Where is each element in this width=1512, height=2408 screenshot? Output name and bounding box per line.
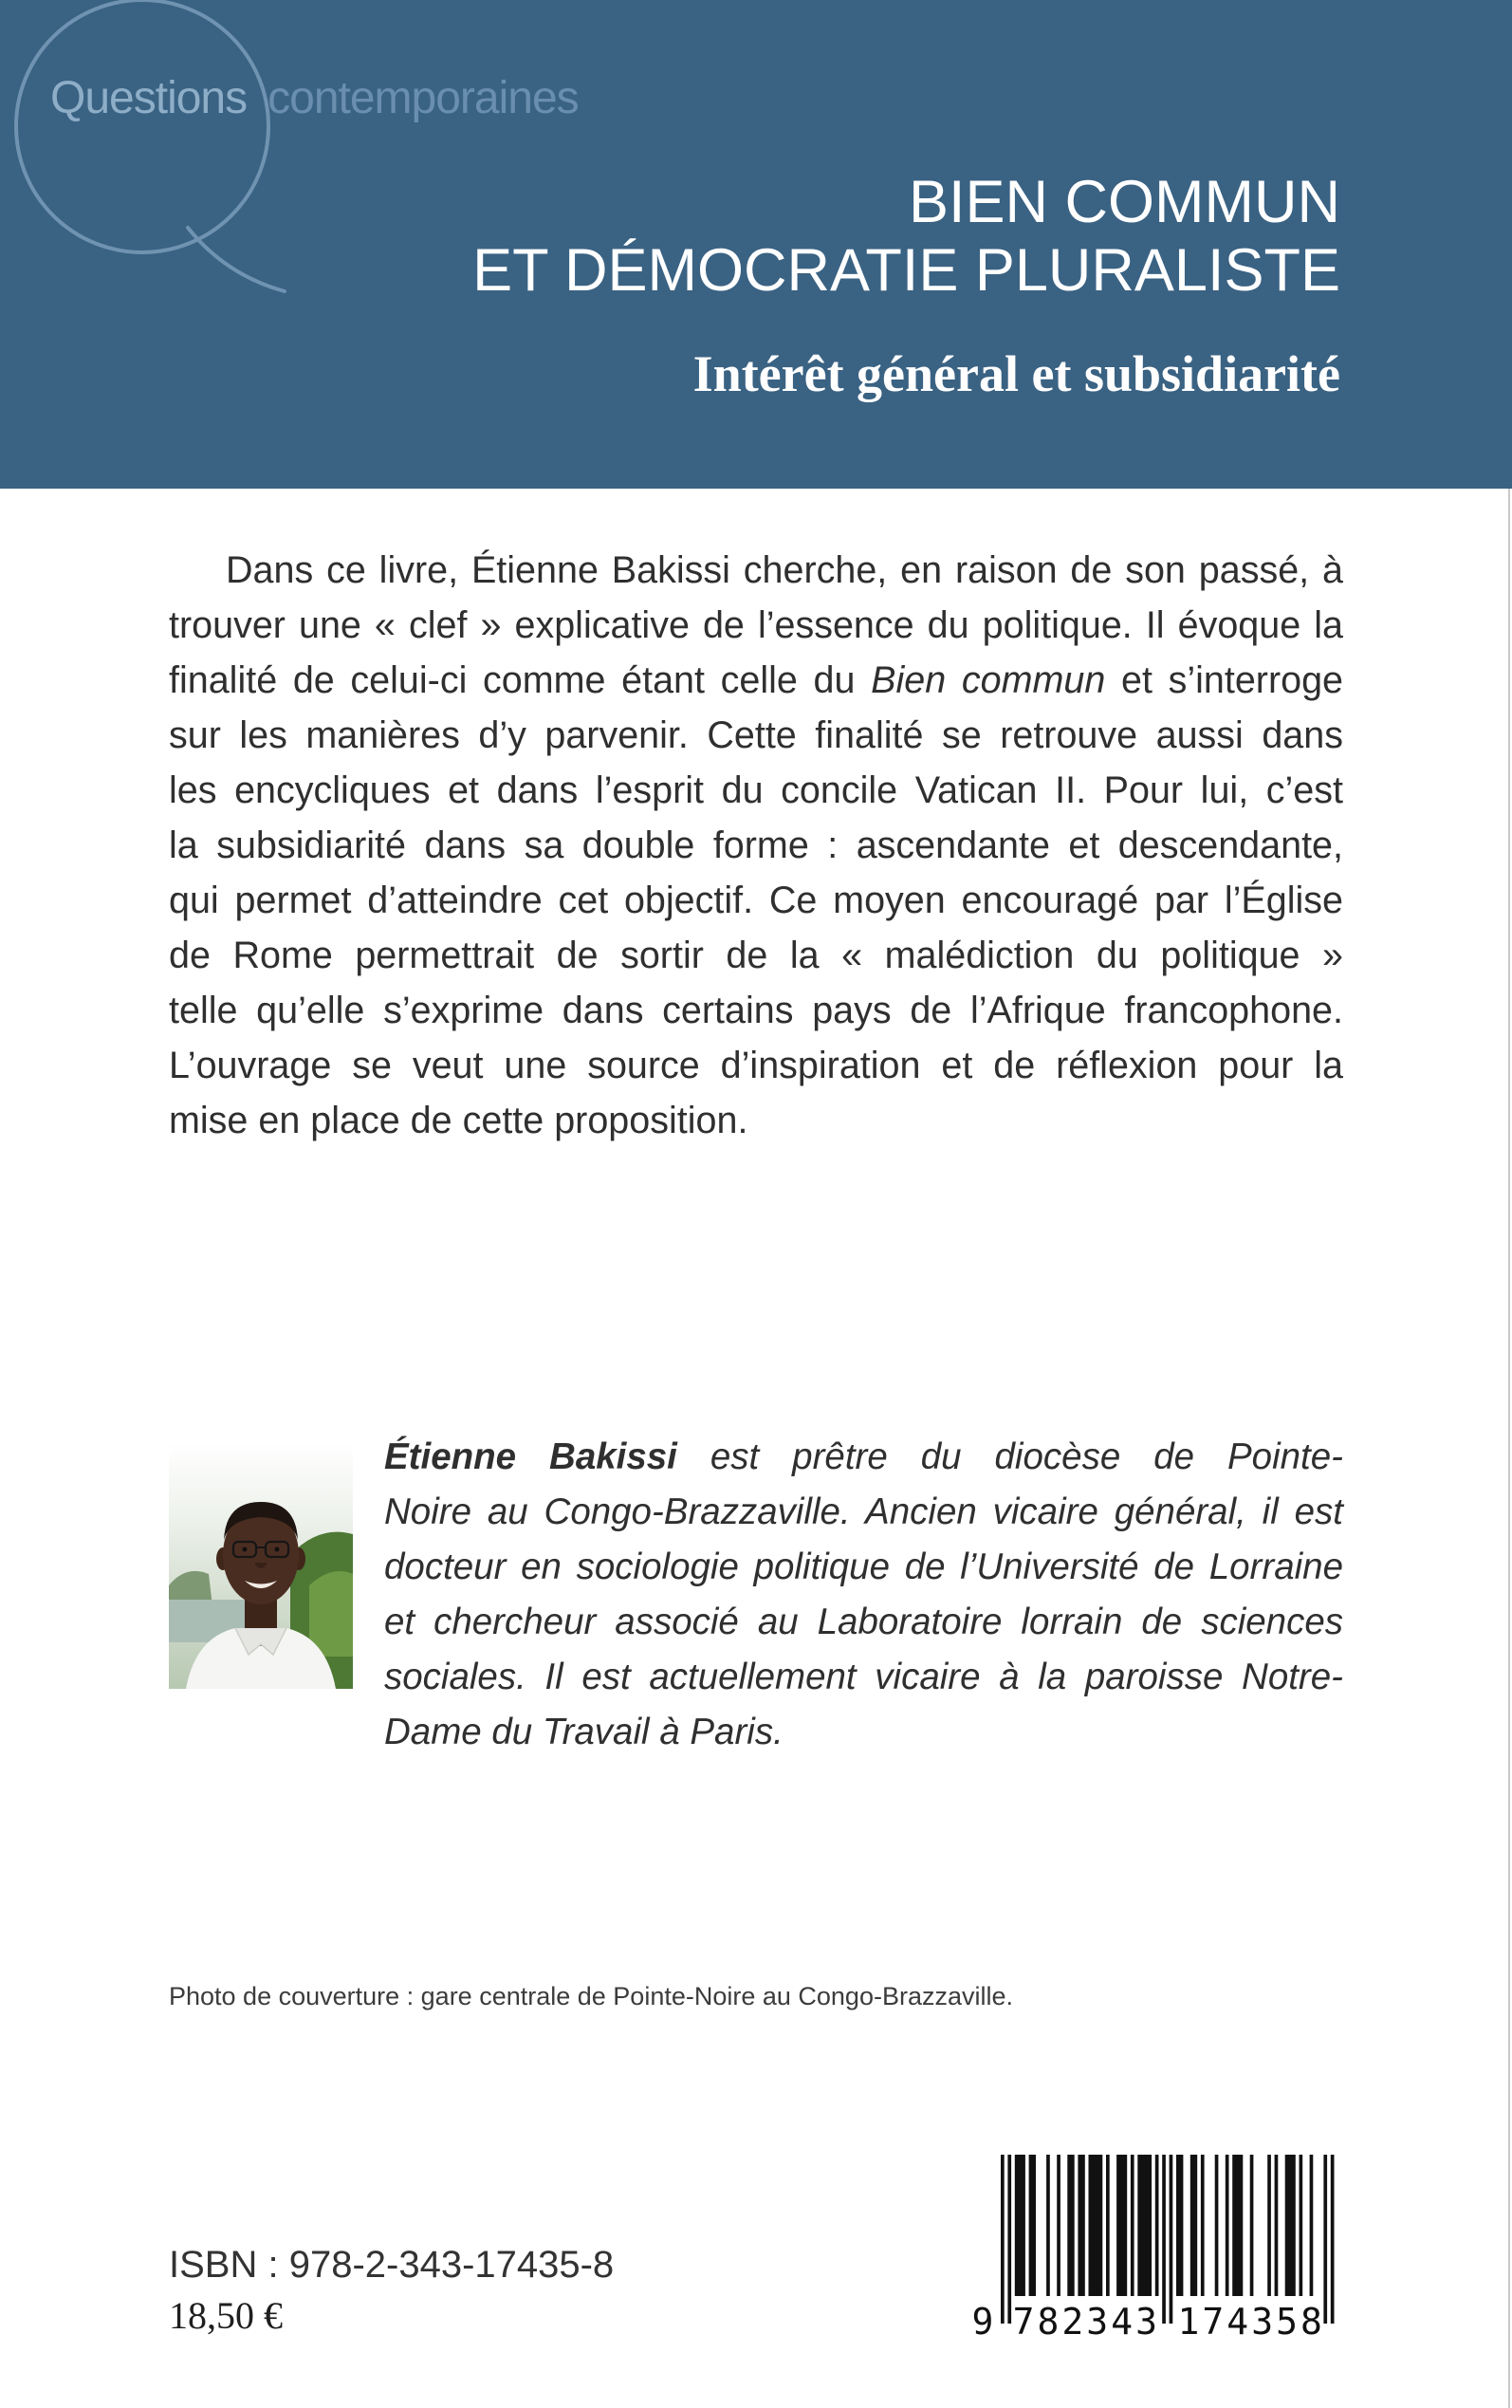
barcode-bar — [1131, 2155, 1134, 2296]
barcode-bar — [1057, 2155, 1060, 2296]
barcode-digit: 7 — [1012, 2301, 1035, 2343]
series-name — [50, 73, 579, 124]
barcode-bar — [1089, 2155, 1103, 2296]
bio-line: docteur en sociologie politique de l’Université de Lorraine — [384, 1547, 1343, 1587]
series-word-questions: Questions — [50, 73, 248, 123]
barcode-digit: 7 — [1202, 2301, 1225, 2343]
bio-line — [384, 1430, 1343, 1485]
barcode-bar — [1106, 2155, 1110, 2296]
barcode-bar — [1331, 2155, 1335, 2324]
barcode-bar — [1232, 2155, 1243, 2296]
author-photo — [169, 1443, 353, 1689]
barcode-digit: 5 — [1276, 2301, 1298, 2343]
description-line — [169, 653, 1343, 708]
barcode-digit: 9 — [971, 2301, 994, 2343]
author-bio — [384, 1430, 1343, 1760]
barcode-bar — [1046, 2155, 1050, 2296]
barcode-bar — [1250, 2155, 1254, 2296]
description-line: la subsidiarité dans sa double forme : ascendante et descendante, — [169, 824, 1343, 866]
barcode-digit: 4 — [1226, 2301, 1249, 2343]
barcode-bar — [1029, 2155, 1036, 2296]
trim-line — [1508, 489, 1510, 2408]
title-line-1: BIEN COMMUN — [909, 169, 1340, 235]
description-italic-text: Bien commun — [871, 659, 1106, 701]
bio-line: Noire au Congo-Brazzaville. Ancien vicaire général, il est — [384, 1491, 1343, 1532]
series-word-contemporaines: contemporaines — [267, 73, 579, 123]
barcode-bar — [1170, 2155, 1173, 2324]
description-text: finalité de celui-ci comme étant celle du — [169, 659, 872, 701]
description-line: telle qu’elle s’exprime dans certains pays de l’Afrique francophone. — [169, 990, 1343, 1031]
barcode-bar — [1162, 2155, 1166, 2324]
series-q-logo-icon — [0, 0, 323, 313]
barcode-digit: 3 — [1086, 2301, 1109, 2343]
barcode-bar — [1007, 2155, 1011, 2324]
description-line: sur les manières d’y parvenir. Cette finalité se retrouve aussi dans — [169, 714, 1343, 756]
barcode-digit: 3 — [1135, 2301, 1157, 2343]
barcode-bar — [1155, 2155, 1159, 2296]
header-band — [0, 0, 1512, 489]
price: 18,50 € — [169, 2294, 283, 2337]
barcode-bar — [1001, 2155, 1005, 2324]
barcode-bar — [1176, 2155, 1183, 2296]
barcode-bar — [1015, 2155, 1025, 2296]
barcode-bar — [1275, 2155, 1279, 2296]
bio-line: sociales. Il est actuellement vicaire à la paroisse Notre- — [384, 1657, 1343, 1697]
barcode-bar — [1137, 2155, 1152, 2296]
barcode-bar — [1190, 2155, 1197, 2296]
photo-credit: Photo de couverture : gare centrale de Pointe-Noire au Congo-Brazzaville. — [169, 1982, 1013, 2010]
barcode-digit: 4 — [1111, 2301, 1134, 2343]
title-line-2: ET DÉMOCRATIE PLURALISTE — [472, 237, 1340, 304]
bio-line: Dame du Travail à Paris. — [384, 1712, 784, 1752]
barcode-bar — [1267, 2155, 1271, 2296]
barcode-bar — [1300, 2155, 1303, 2296]
description-line: L’ouvrage se veut une source d’inspiration et de réflexion pour la — [169, 1045, 1343, 1086]
description-line: qui permet d’atteindre cet objectif. Ce moyen encouragé par l’Église — [169, 880, 1343, 921]
description-line: de Rome permettrait de sortir de la « malédiction du politique » — [169, 935, 1343, 976]
description-line: les encycliques et dans l’esprit du concile Vatican II. Pour lui, c’est — [169, 769, 1343, 811]
bio-line: et chercheur associé au Laboratoire lorrain de sciences — [384, 1602, 1343, 1642]
barcode-bar — [1067, 2155, 1074, 2296]
book-subtitle: Intérêt général et subsidiarité — [692, 345, 1340, 402]
book-title — [472, 168, 1340, 305]
barcode-bar — [1323, 2155, 1327, 2324]
ean13-barcode — [968, 2150, 1347, 2345]
barcode-bar — [1226, 2155, 1229, 2296]
barcode-bar — [1116, 2155, 1127, 2296]
bio-text: est prêtre du diocèse de Pointe- — [676, 1436, 1343, 1477]
barcode-digit: 8 — [1300, 2301, 1322, 2343]
author-name: Étienne Bakissi — [384, 1436, 677, 1477]
barcode-bar — [1215, 2155, 1219, 2296]
description-line: Dans ce livre, Étienne Bakissi cherche, en raison de son passé, à — [226, 549, 1343, 591]
barcode-bar — [1310, 2155, 1314, 2296]
barcode-bar — [1285, 2155, 1296, 2296]
barcode-bar — [1201, 2155, 1205, 2296]
barcode-digit: 8 — [1037, 2301, 1060, 2343]
barcode-bar — [1078, 2155, 1084, 2296]
barcode-digit: 1 — [1177, 2301, 1200, 2343]
barcode-digit: 2 — [1061, 2301, 1084, 2343]
description-text: et s’interroge — [1105, 659, 1344, 701]
description-line: mise en place de cette proposition. — [169, 1100, 748, 1141]
description-paragraph — [169, 543, 1343, 1148]
isbn-number: ISBN : 978-2-343-17435-8 — [169, 2244, 615, 2286]
description-line: trouver une « clef » explicative de l’essence du politique. Il évoque la — [169, 604, 1343, 646]
barcode-digit: 3 — [1251, 2301, 1274, 2343]
